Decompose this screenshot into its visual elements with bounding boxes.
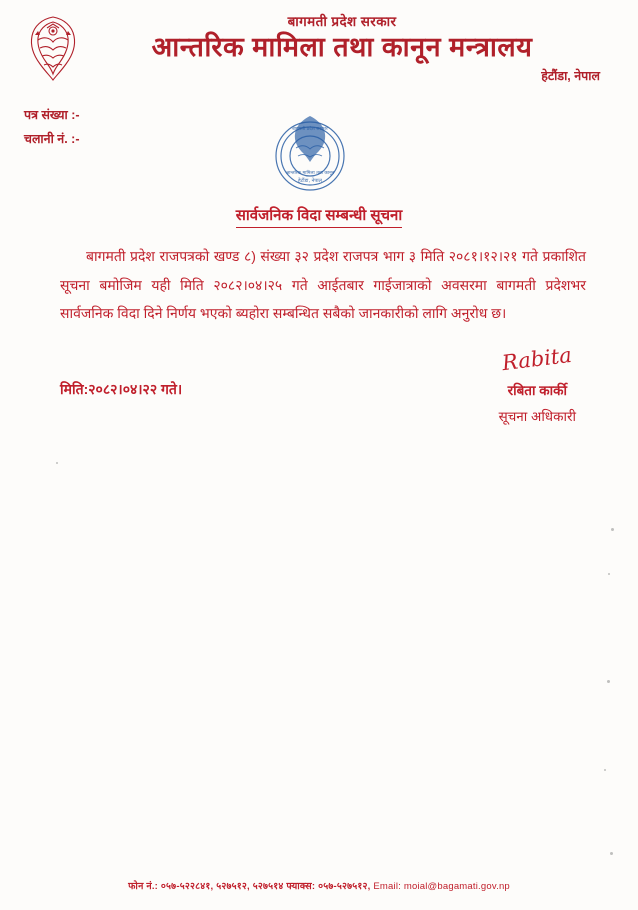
svg-text:हेटौंडा, नेपाल: हेटौंडा, नेपाल	[298, 178, 322, 184]
signer-name: रबिता कार्की	[507, 382, 567, 398]
document-date: मिति:२०८२।०४।२२ गते।	[60, 381, 183, 397]
scan-speck	[607, 680, 610, 683]
scan-speck	[608, 573, 610, 575]
body-paragraph: बागमती प्रदेश राजपत्रको खण्ड ८) संख्या ३२ प्रदेश राजपत्र भाग ३ मिति २०८१।१२।२१ गते प्रकाशित सूचना बमोजिम यही मिति २०८२।०४।२५ गते आईतबार गाईजात्राको अवसरमा बागमती प्रदेशभर सार्वजनिक विदा दिने निर्णय भएको ब्यहोरा सम्बन्धित सबैको जानकारीको लागि अनुरोध छ।	[60, 248, 586, 322]
document-subject	[0, 205, 638, 228]
phone-label: फोन नं.:	[128, 881, 159, 892]
reference-block	[24, 104, 80, 152]
scan-speck	[611, 528, 614, 531]
letterhead	[0, 0, 638, 84]
scan-speck	[604, 769, 606, 771]
footer-contact	[0, 879, 638, 892]
official-round-seal-icon	[262, 104, 358, 200]
dispatch-number-label: चलानी नं. :-	[24, 131, 80, 146]
handwritten-signature: Rabita	[500, 342, 574, 376]
scan-speck	[56, 462, 58, 464]
letter-number-row	[24, 104, 80, 128]
nepal-emblem-icon	[22, 14, 84, 84]
scan-speck	[610, 852, 613, 855]
email-address: moial@bagamati.gov.np	[403, 881, 510, 892]
ministry-name: आन्तरिक मामिला तथा कानून मन्त्रालय	[151, 32, 533, 63]
fax-label: फ्याक्स:	[286, 881, 316, 892]
email-label: Email:	[373, 881, 401, 892]
subject-text: सार्वजनिक विदा सम्बन्धी सूचना	[236, 205, 403, 228]
letterhead-text	[28, 14, 610, 65]
signer-title: सूचना अधिकारी	[498, 408, 576, 424]
svg-text:बागमती प्रदेश सरकार: बागमती प्रदेश सरकार	[292, 127, 328, 132]
signature-block	[499, 340, 576, 429]
dispatch-number-row	[24, 128, 80, 152]
fax-number: ०५७-५२७५१२,	[318, 881, 371, 892]
svg-text:आन्तरिक मामिला तथा कानून: आन्तरिक मामिला तथा कानून	[285, 171, 335, 176]
letter-number-label: पत्र संख्या :-	[24, 108, 80, 122]
office-location: हेटौंडा, नेपाल	[541, 68, 600, 83]
phone-numbers: ०५७-५२२८४१, ५२७५१२, ५२७५१४	[160, 881, 284, 892]
government-name: बागमती प्रदेश सरकार	[287, 14, 397, 29]
